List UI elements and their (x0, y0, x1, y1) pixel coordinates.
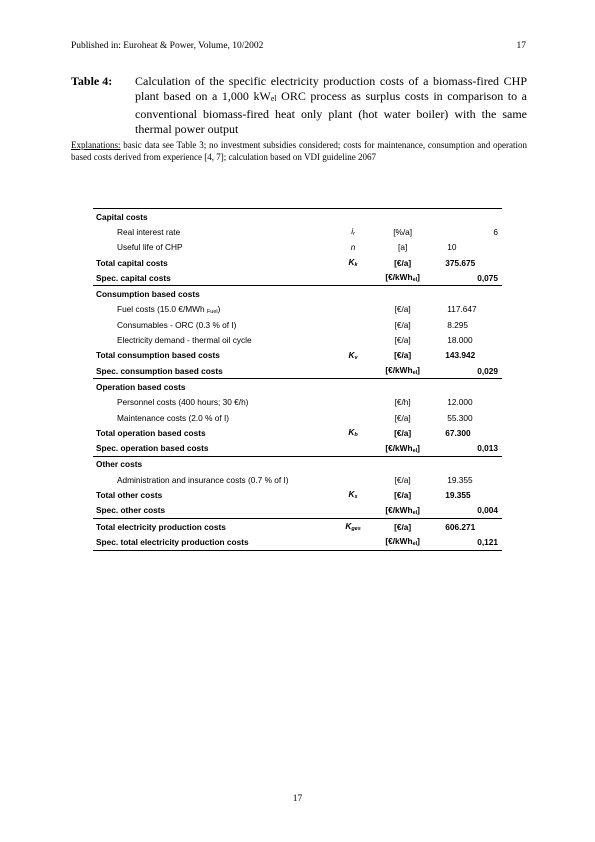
table-row (93, 270, 502, 286)
row-value (431, 487, 502, 502)
row-label-text: Spec. operation based costs (96, 443, 209, 454)
row-label (93, 487, 332, 502)
row-symbol (332, 255, 374, 270)
row-label-text: Maintenance costs (2.0 % of I) (117, 412, 230, 423)
row-symbol (332, 410, 374, 425)
row-label-text: Spec. total electricity production costs (96, 536, 249, 547)
value-text: 0,029 (477, 365, 498, 376)
table-row (93, 363, 502, 379)
table-row (93, 348, 502, 363)
row-value (431, 240, 502, 255)
unit-text: [€/a] (394, 474, 411, 485)
row-symbol (332, 395, 374, 410)
row-label (93, 503, 332, 519)
unit-text: [€/a] (394, 427, 412, 438)
unit-end: ] (417, 442, 420, 453)
row-value (431, 379, 502, 395)
table-row (93, 472, 502, 487)
row-unit (374, 209, 431, 225)
row-label-text: Real interest rate (117, 226, 181, 237)
row-unit (374, 286, 431, 302)
row-label-text: Spec. capital costs (96, 272, 171, 283)
caption-text: Calculation of the specific electricity production costs of a biomass-fired CHP plant based on a 1,000 $kW_{el}$ ORC process as surplus costs in comparison to a conventional biomass-fired heat only plant (hot water boiler) with the same thermal power output (135, 74, 528, 137)
row-label-subscript: Fuel (206, 308, 218, 315)
value-text: 10 (447, 242, 457, 253)
row-value (431, 456, 502, 472)
row-label-text: Useful life of CHP (117, 242, 183, 253)
row-label (93, 456, 332, 472)
row-value (431, 332, 502, 347)
symbol-subscript: k (354, 262, 358, 269)
symbol-subscript: v (354, 354, 358, 361)
row-label-text: Fuel costs (15.0 €/MWh (117, 303, 207, 314)
row-value (431, 425, 502, 440)
table-row (93, 456, 502, 472)
unit-text: [€/a] (394, 489, 412, 500)
value-text: 143.942 (445, 350, 476, 361)
table-row (93, 395, 502, 410)
row-label-text: Consumables - ORC (0.3 % of I) (117, 319, 237, 330)
unit-text: [€/kWh (385, 442, 413, 453)
value-text: 0,004 (477, 505, 498, 516)
row-symbol (332, 270, 374, 286)
value-text: 606.271 (445, 521, 476, 532)
row-label-text: Administration and insurance costs (0.7 % of I) (117, 474, 289, 485)
row-label-text: Operation based costs (96, 381, 186, 392)
row-label (93, 302, 332, 317)
row-unit (374, 518, 431, 534)
unit-text: [€/kWh (385, 504, 413, 515)
row-label (93, 255, 332, 270)
row-value (431, 363, 502, 379)
row-symbol (332, 503, 374, 519)
symbol-subscript: ges (351, 526, 361, 533)
row-unit (374, 379, 431, 395)
row-label (93, 410, 332, 425)
row-symbol (332, 286, 374, 302)
explanations-label: Explanations: (71, 140, 121, 150)
unit-text: [€/a] (394, 521, 412, 532)
table-row (93, 209, 502, 225)
row-unit (374, 410, 431, 425)
row-symbol (332, 209, 374, 225)
row-unit (374, 348, 431, 363)
row-unit (374, 456, 431, 472)
unit-text: [€/a] (394, 412, 411, 423)
value-text: 18.000 (447, 335, 473, 346)
table-row (93, 425, 502, 440)
value-text: 0,121 (477, 536, 498, 547)
unit-text: [€/kWh (385, 536, 413, 547)
row-symbol (332, 456, 374, 472)
row-value (431, 209, 502, 225)
value-text: 19.355 (445, 489, 471, 500)
value-text: 8.295 (447, 319, 469, 330)
symbol-text: K (348, 489, 355, 500)
cost-table (93, 208, 502, 551)
row-label-text: Capital costs (96, 211, 148, 222)
symbol-subscript: r (353, 231, 355, 238)
publication-info: Published in: Euroheat & Power, Volume, 10/2002 (71, 41, 264, 51)
row-unit (374, 487, 431, 502)
table-row (93, 302, 502, 317)
row-label-text: Total consumption based costs (96, 350, 220, 361)
unit-end: ] (417, 504, 420, 515)
row-value (431, 224, 502, 239)
caption-label: Table 4: (71, 74, 113, 88)
row-value (431, 503, 502, 519)
row-unit (374, 224, 431, 239)
table-row (93, 487, 502, 502)
row-label-text: Electricity demand - thermal oil cycle (117, 335, 252, 346)
unit-text: [€/kWh (385, 365, 413, 376)
row-label (93, 363, 332, 379)
unit-end: ] (417, 272, 420, 283)
row-label-text: Spec. other costs (96, 505, 166, 516)
unit-subscript: el (412, 447, 418, 454)
value-text: 67.300 (445, 427, 471, 438)
table-row (93, 255, 502, 270)
row-value (431, 317, 502, 332)
row-label (93, 395, 332, 410)
row-label (93, 317, 332, 332)
row-label-text: Spec. consumption based costs (96, 365, 223, 376)
table-row (93, 317, 502, 332)
row-value (431, 440, 502, 456)
value-text: 117.647 (447, 304, 477, 315)
row-value (431, 286, 502, 302)
symbol-text: K (345, 521, 352, 532)
unit-subscript: el (412, 509, 418, 516)
row-value (431, 534, 502, 550)
row-value (431, 518, 502, 534)
row-unit (374, 395, 431, 410)
row-unit (374, 472, 431, 487)
row-symbol (332, 224, 374, 239)
row-label (93, 332, 332, 347)
row-symbol (332, 332, 374, 347)
unit-text: [%/a] (393, 226, 413, 237)
row-symbol (332, 348, 374, 363)
row-symbol (332, 534, 374, 550)
symbol-subscript: s (354, 494, 358, 501)
row-unit (374, 363, 431, 379)
row-label (93, 379, 332, 395)
row-value (431, 395, 502, 410)
row-value (431, 270, 502, 286)
row-value (431, 348, 502, 363)
unit-text: [a] (398, 242, 408, 253)
table-row (93, 518, 502, 534)
value-text: 55.300 (447, 412, 473, 423)
header-page-number: 17 (516, 41, 526, 51)
value-text: 0,075 (477, 272, 498, 283)
row-label-text: Total other costs (96, 489, 163, 500)
value-text: 375.675 (445, 257, 476, 268)
explanations-text: basic data see Table 3; no investment subsidies considered; costs for maintenance, consumption and operation based costs derived from experience [4, 7]; calculation based on VDI guideline 2067 (71, 140, 527, 162)
row-symbol (332, 425, 374, 440)
row-label (93, 240, 332, 255)
unit-subscript: el (412, 370, 418, 377)
unit-text: [€/a] (394, 335, 411, 346)
row-label-text: Total operation based costs (96, 427, 206, 438)
row-value (431, 255, 502, 270)
value-text: 0,013 (477, 443, 498, 454)
symbol-text: n (350, 242, 356, 253)
symbol-text: i (351, 226, 354, 237)
row-symbol (332, 487, 374, 502)
table-row (93, 503, 502, 519)
symbol-text: K (348, 257, 355, 268)
row-label (93, 534, 332, 550)
explanations (71, 139, 527, 163)
row-symbol (332, 379, 374, 395)
row-label-text: Other costs (96, 459, 143, 470)
row-unit (374, 534, 431, 550)
row-unit (374, 425, 431, 440)
row-label-end: ) (217, 303, 221, 314)
row-value (431, 410, 502, 425)
row-label (93, 425, 332, 440)
row-label-text: Total electricity production costs (96, 521, 226, 532)
row-label (93, 270, 332, 286)
row-unit (374, 503, 431, 519)
row-value (431, 472, 502, 487)
row-symbol (332, 518, 374, 534)
unit-text: [€/h] (394, 397, 411, 408)
table-row (93, 240, 502, 255)
table-row (93, 379, 502, 395)
unit-text: [€/a] (394, 304, 411, 315)
unit-text: [€/a] (394, 257, 412, 268)
unit-end: ] (417, 365, 420, 376)
row-label (93, 440, 332, 456)
row-symbol (332, 302, 374, 317)
unit-subscript: el (412, 277, 418, 284)
row-label-text: Total capital costs (96, 257, 168, 268)
table-row (93, 440, 502, 456)
row-unit (374, 240, 431, 255)
value-text: 19.355 (447, 474, 473, 485)
symbol-text: K (348, 349, 355, 360)
page-footer-number: 17 (292, 794, 303, 804)
row-unit (374, 332, 431, 347)
row-label (93, 224, 332, 239)
table-caption (71, 74, 527, 138)
row-label-text: Personnel costs (400 hours; 30 €/h) (117, 397, 249, 408)
row-label (93, 209, 332, 225)
table-row (93, 332, 502, 347)
row-label (93, 348, 332, 363)
row-symbol (332, 440, 374, 456)
row-symbol (332, 472, 374, 487)
row-label-text: Consumption based costs (96, 289, 200, 300)
value-text: 12.000 (447, 397, 473, 408)
row-label (93, 518, 332, 534)
row-value (431, 302, 502, 317)
table-row (93, 286, 502, 302)
unit-text: [€/a] (394, 319, 411, 330)
row-symbol (332, 363, 374, 379)
row-unit (374, 302, 431, 317)
unit-subscript: el (412, 541, 418, 548)
table-row (93, 534, 502, 550)
unit-text: [€/kWh (385, 272, 413, 283)
row-unit (374, 440, 431, 456)
row-unit (374, 270, 431, 286)
row-label (93, 286, 332, 302)
table-row (93, 410, 502, 425)
unit-text: [€/a] (394, 350, 412, 361)
row-label (93, 472, 332, 487)
row-unit (374, 255, 431, 270)
symbol-subscript: b (354, 432, 358, 439)
row-unit (374, 317, 431, 332)
value-text: 6 (493, 226, 498, 237)
unit-end: ] (417, 536, 420, 547)
row-symbol (332, 317, 374, 332)
row-symbol (332, 240, 374, 255)
symbol-text: K (348, 427, 355, 438)
table-row (93, 224, 502, 239)
